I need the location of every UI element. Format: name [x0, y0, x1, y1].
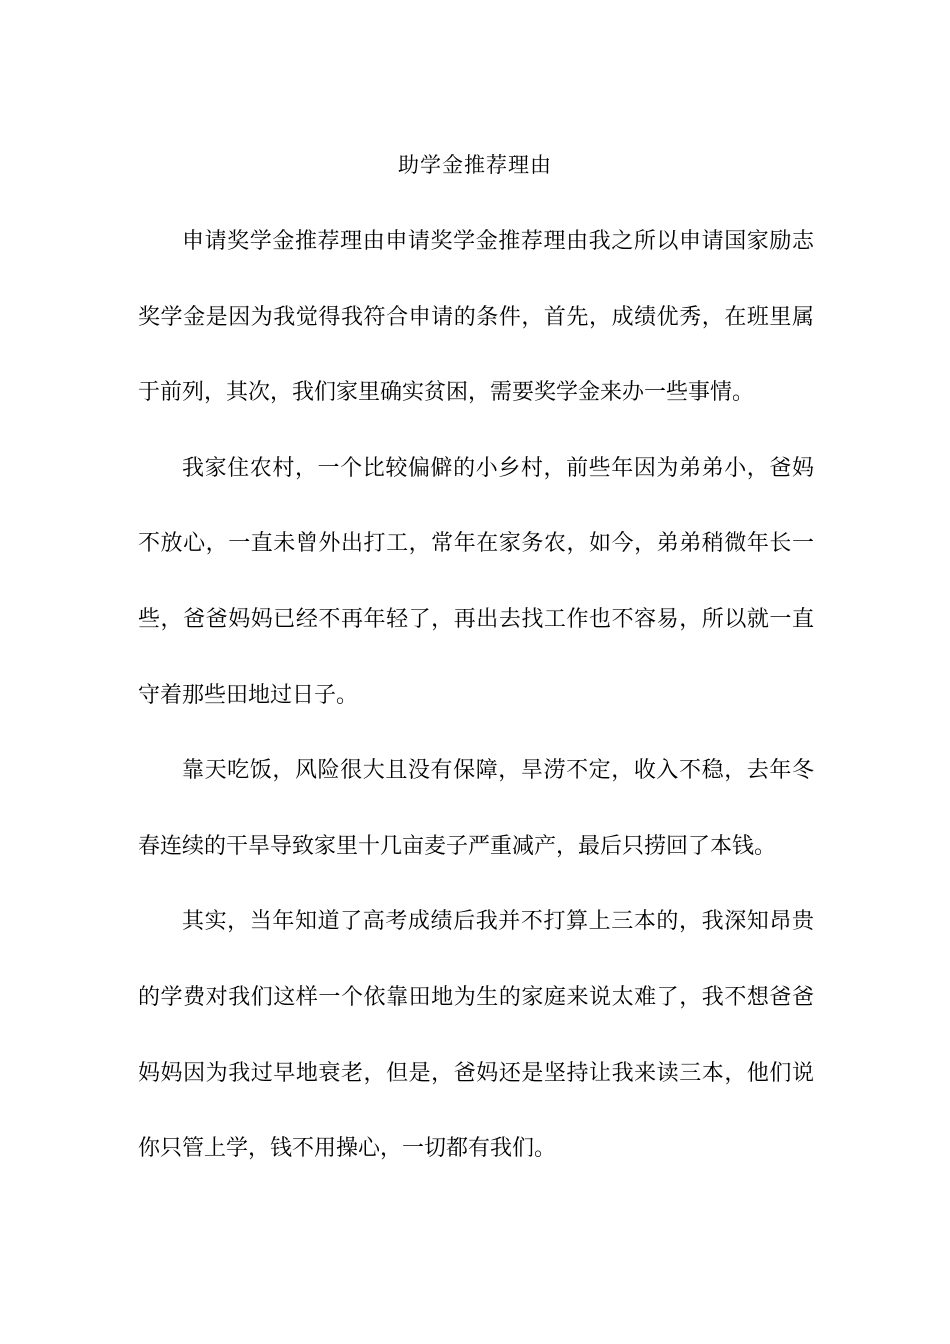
- paragraph-application-reason: 申请奖学金推荐理由申请奖学金推荐理由我之所以申请国家励志奖学金是因为我觉得我符合申请的条件，首先，成绩优秀，在班里属于前列，其次，我们家里确实贫困，需要奖学金来办一些事情。: [138, 229, 814, 406]
- paragraph-family-background: 我家住农村，一个比较偏僻的小乡村，前些年因为弟弟小，爸妈不放心，一直未曾外出打工，常年在家务农，如今，弟弟稍微年长一些，爸爸妈妈已经不再年轻了，再出去找工作也不容易，所以就一直守着那些田地过日子。: [138, 455, 814, 708]
- document-title: 助学金推荐理由: [398, 153, 552, 177]
- document-body: [138, 204, 814, 1187]
- paragraph-drought-harvest: 靠天吃饭，风险很大且没有保障，旱涝不定，收入不稳，去年冬春连续的干旱导致家里十几亩麦子严重减产，最后只捞回了本钱。: [138, 758, 814, 859]
- paragraph-college-decision: 其实，当年知道了高考成绩后我并不打算上三本的，我深知昂贵的学费对我们这样一个依靠田地为生的家庭来说太难了，我不想爸爸妈妈因为我过早地衰老，但是，爸妈还是坚持让我来读三本，他们说你只管上学，钱不用操心，一切都有我们。: [138, 909, 814, 1162]
